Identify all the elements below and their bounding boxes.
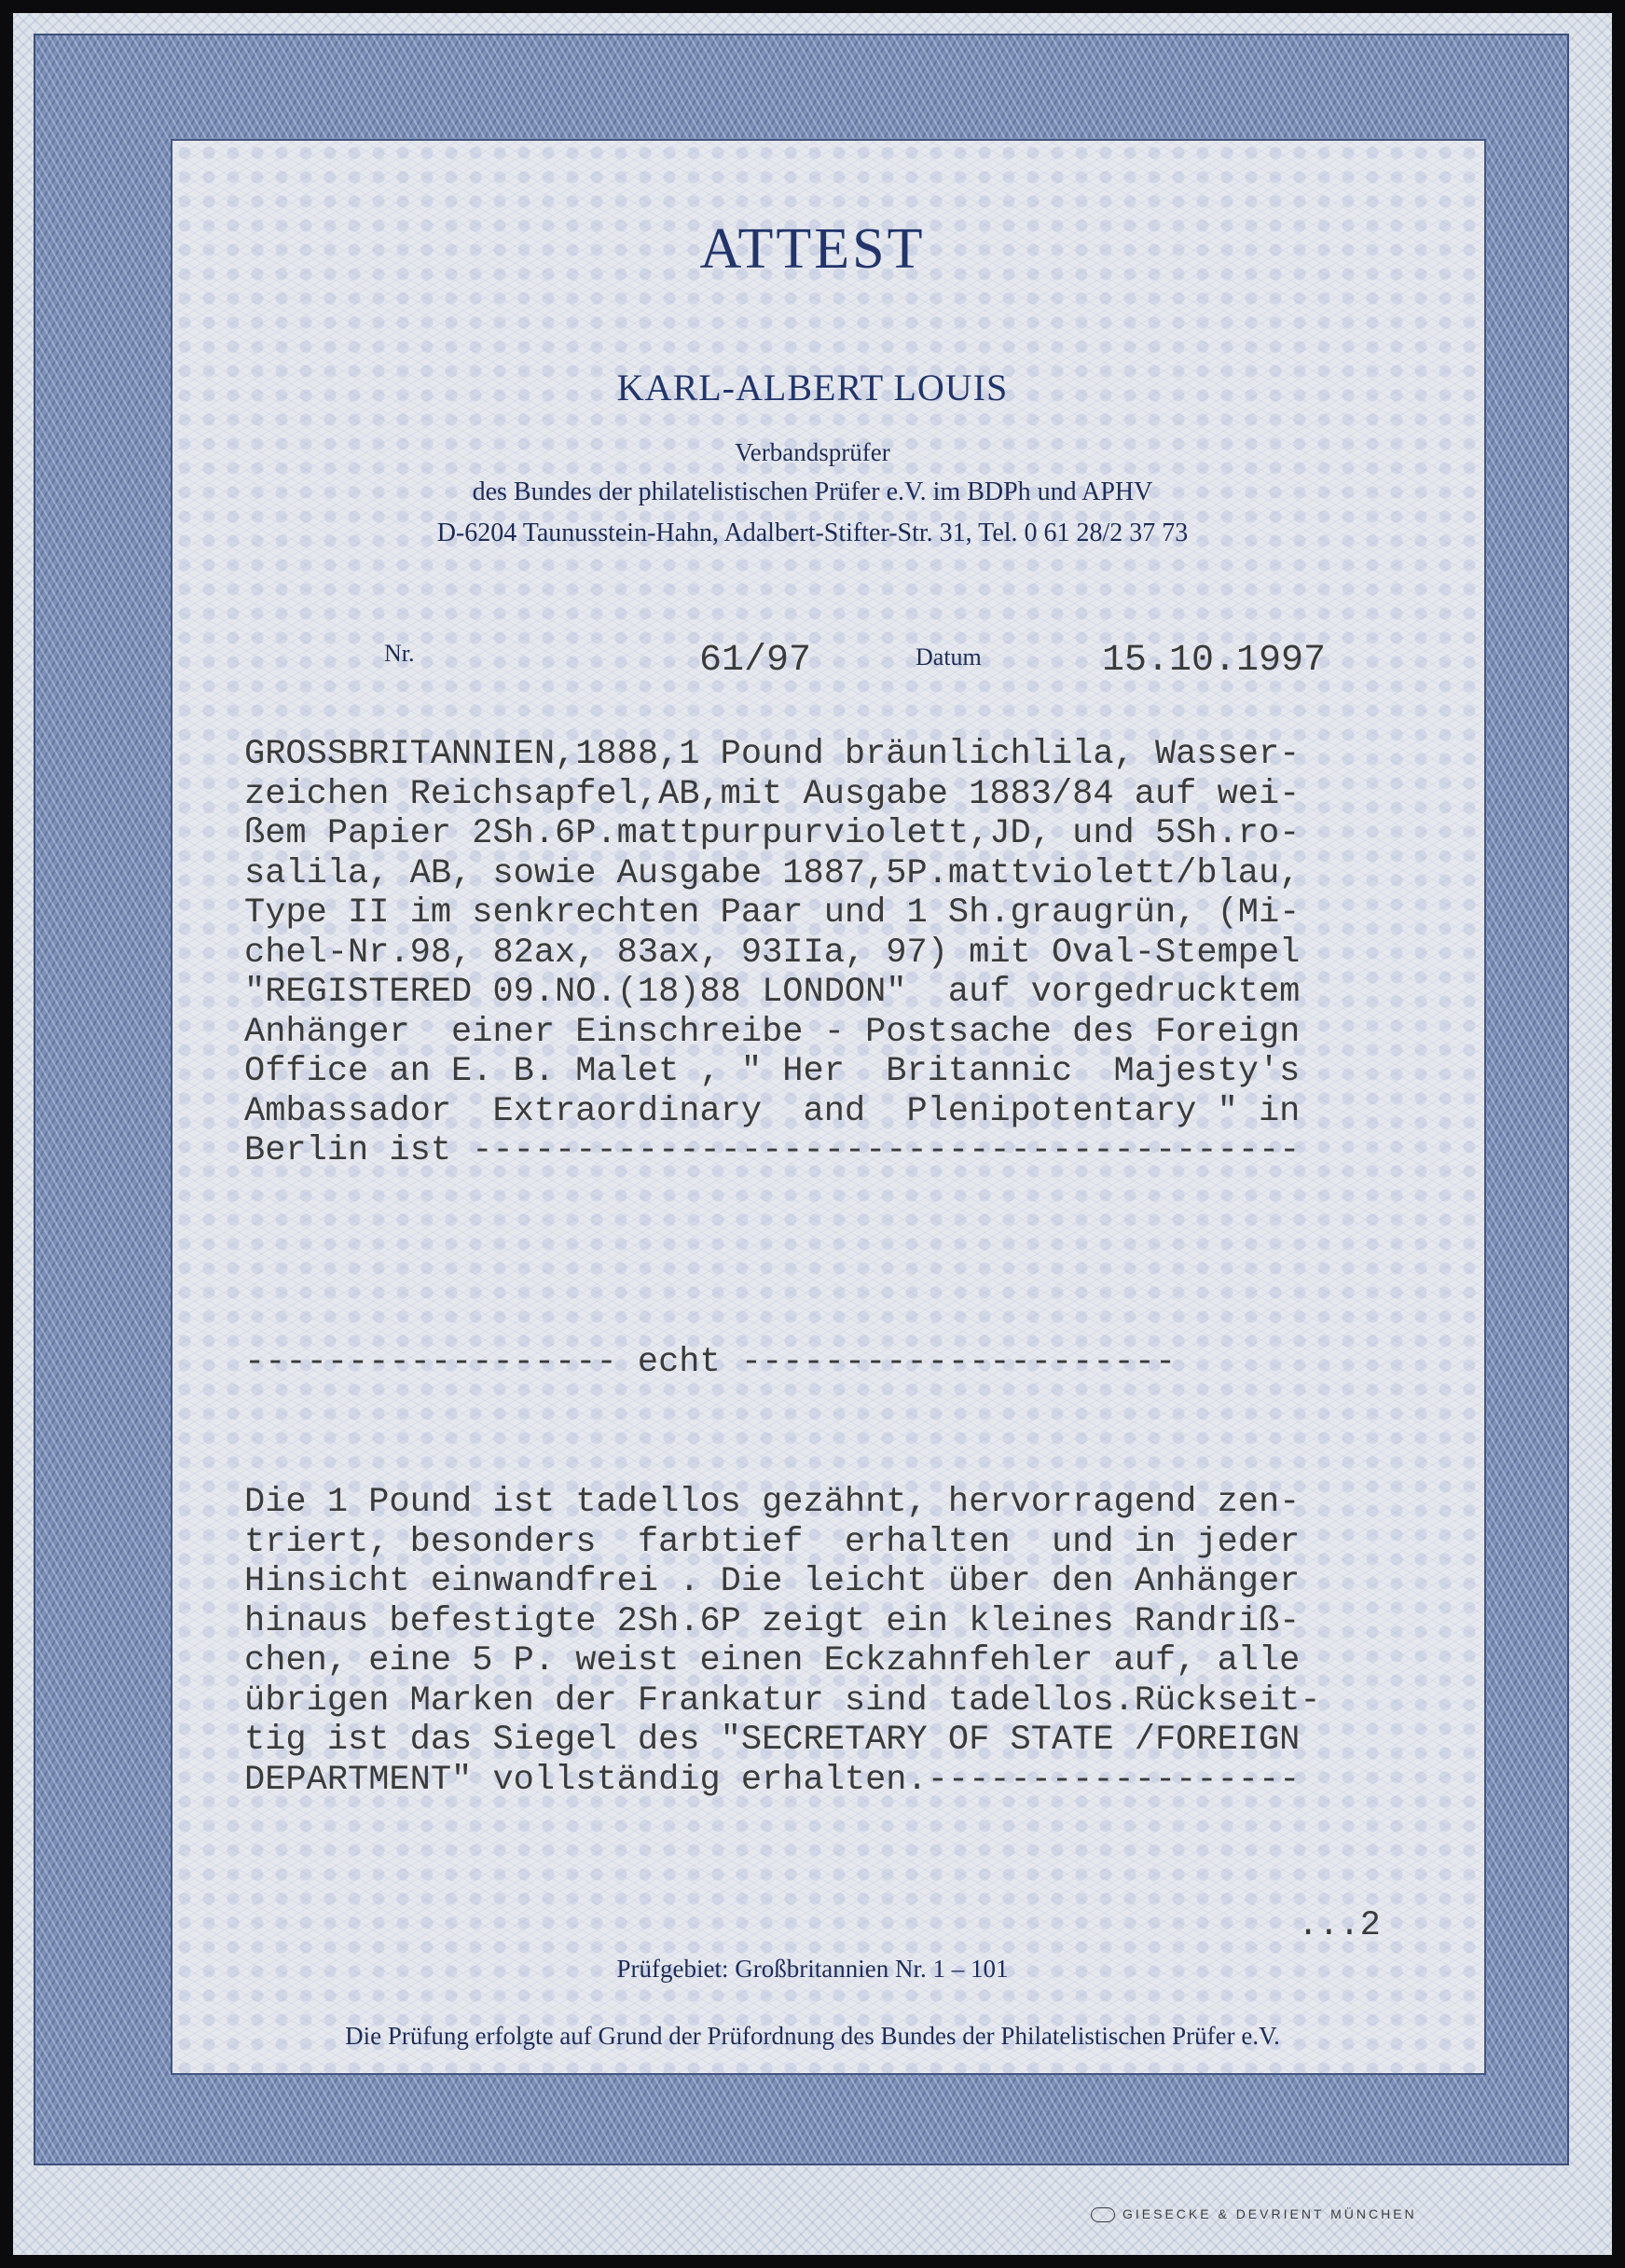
description-line: "REGISTERED 09.NO.(18)88 LONDON" auf vorgedrucktem	[244, 973, 1301, 1012]
printer-name: GIESECKE & DEVRIENT MÜNCHEN	[1122, 2206, 1417, 2221]
description-line: GROSSBRITANNIEN,1888,1 Pound bräunlichlila, Wasser-	[244, 735, 1301, 774]
examiner-role: Verbandsprüfer	[735, 438, 890, 466]
certificate-title: ATTEST	[699, 217, 926, 281]
description-line: Office an E. B. Malet , " Her Britannic Majesty's	[244, 1052, 1301, 1091]
description-line: Ambassador Extraordinary and Plenipotentary " in	[244, 1091, 1301, 1131]
examiner-name: KARL-ALBERT LOUIS	[616, 366, 1009, 408]
condition-line: Hinsicht einwandfrei . Die leicht über den Anhänger	[244, 1562, 1301, 1601]
condition-line: triert, besonders farbtief erhalten und in jeder	[244, 1522, 1301, 1562]
examination-area: Prüfgebiet: Großbritannien Nr. 1 – 101	[616, 1955, 1009, 1983]
description-line: ßem Papier 2Sh.6P.mattpurpurviolett,JD, und 5Sh.ro-	[244, 814, 1301, 853]
description-line: salila, AB, sowie Ausgabe 1887,5P.mattviolett/blau,	[244, 853, 1301, 893]
datum-value: 15.10.1997	[1102, 640, 1327, 682]
printer-imprint	[1091, 2206, 1417, 2222]
description-line: Type II im senkrechten Paar und 1 Sh.graugrün, (Mi-	[244, 893, 1301, 933]
condition-line: tig ist das Siegel des "SECRETARY OF STATE /FOREIGN	[244, 1721, 1301, 1760]
condition-line: DEPARTMENT" vollständig erhalten.------------------	[244, 1760, 1301, 1800]
description-line: zeichen Reichsapfel,AB,mit Ausgabe 1883/84 auf wei-	[244, 774, 1301, 814]
condition-line: Die 1 Pound ist tadellos gezähnt, hervorragend zen-	[244, 1483, 1301, 1522]
page-marker: ...2	[1298, 1906, 1381, 1945]
address-line: D-6204 Taunusstein-Hahn, Adalbert-Stifter-Str. 31, Tel. 0 61 28/2 37 73	[436, 519, 1189, 547]
description-line: Anhänger einer Einschreibe - Postsache des Foreign	[244, 1012, 1301, 1052]
nr-label: Nr.	[384, 640, 415, 667]
condition-line: hinaus befestigte 2Sh.6P zeigt ein kleines Randriß-	[244, 1601, 1301, 1641]
description-text	[244, 735, 1428, 1171]
condition-text	[244, 1483, 1428, 1800]
datum-label: Datum	[916, 643, 982, 671]
verdict-line: ------------------ echt ---------------------	[244, 1343, 1177, 1382]
footer-note: Die Prüfung erfolgte auf Grund der Prüfordnung des Bundes der Philatelistischen Prüfer e.V.	[345, 2022, 1280, 2050]
condition-line: übrigen Marken der Frankatur sind tadellos.Rückseit-	[244, 1680, 1321, 1721]
association-line: des Bundes der philatelistischen Prüfer e.V. im BDPh und APHV	[472, 477, 1153, 506]
condition-line: chen, eine 5 P. weist einen Eckzahnfehler auf, alle	[244, 1641, 1301, 1680]
nr-value: 61/97	[699, 640, 812, 682]
description-line: Berlin ist ----------------------------------------	[244, 1131, 1301, 1170]
description-line: chel-Nr.98, 82ax, 83ax, 93IIa, 97) mit Oval-Stempel	[244, 933, 1301, 973]
printer-logo-icon	[1091, 2207, 1115, 2222]
